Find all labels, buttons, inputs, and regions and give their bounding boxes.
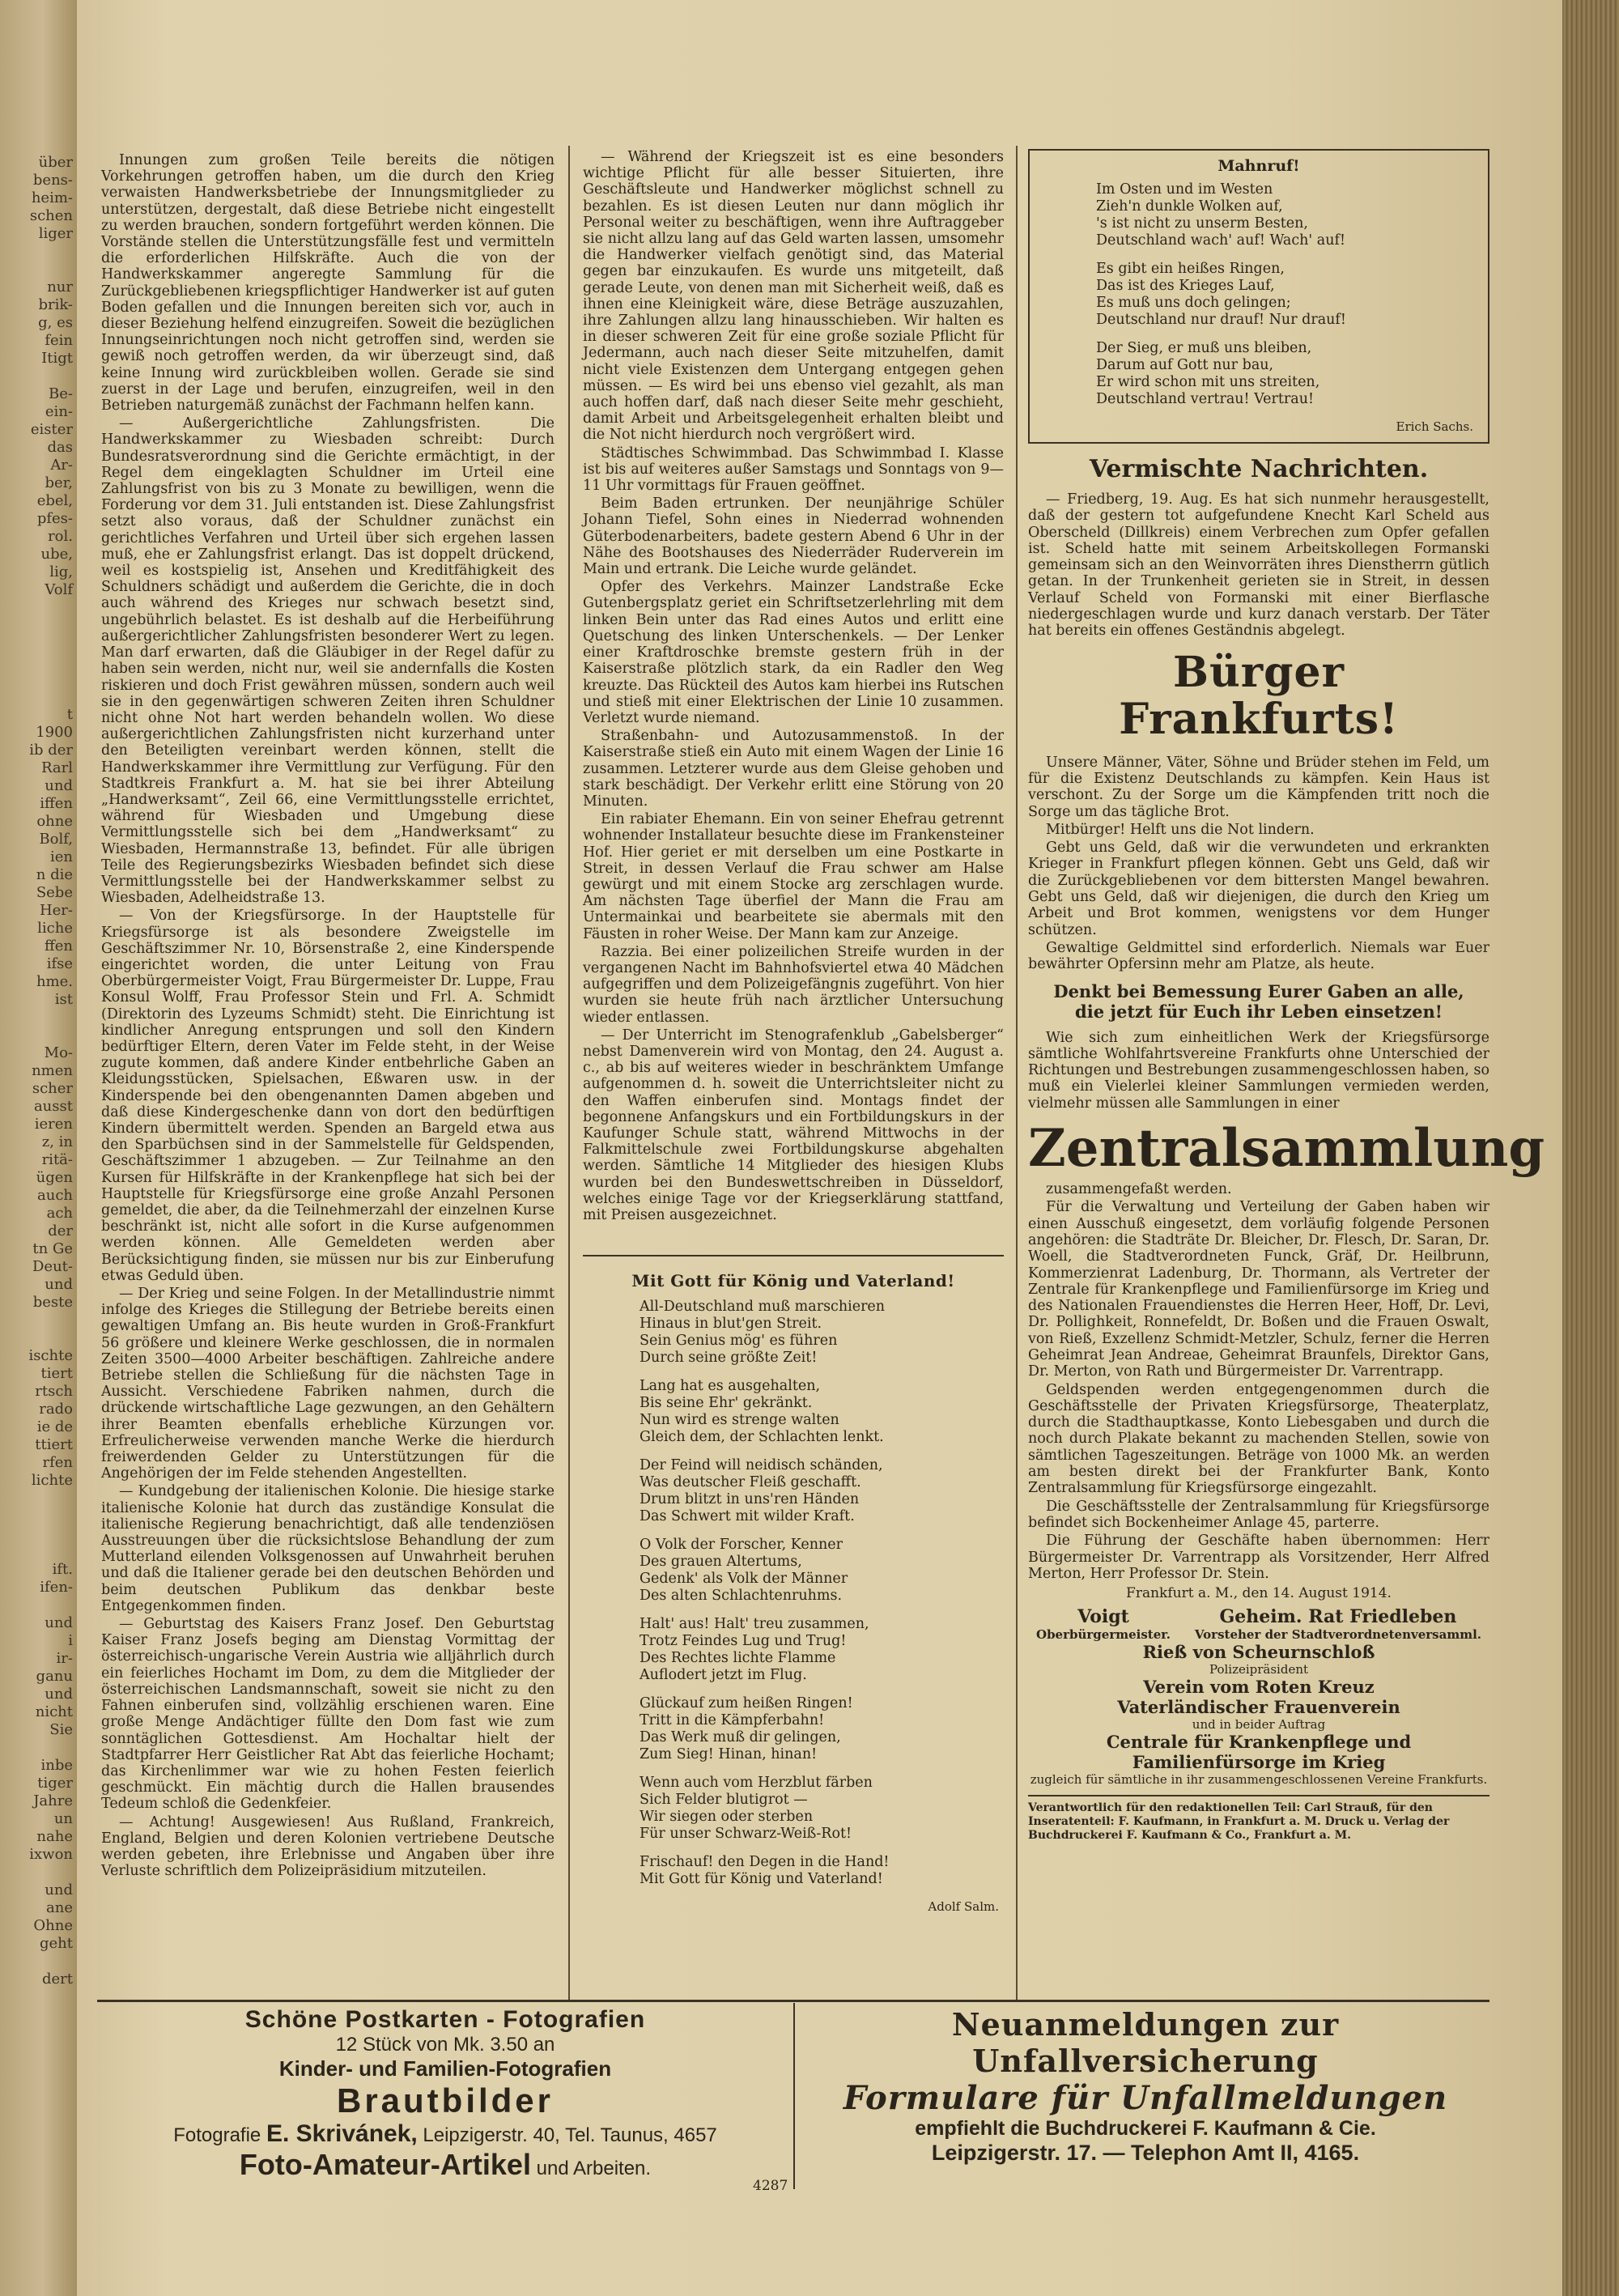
facing-page-line: Sebe [36, 884, 73, 901]
facing-page-line: fein [45, 332, 73, 349]
facing-page-line: und [45, 1614, 73, 1631]
facing-page-line: nur [47, 278, 73, 296]
facing-page-line: lichte [31, 1472, 73, 1489]
ad-line: Formulare für Unfallmeldungen [843, 2079, 1448, 2117]
article-paragraph: Ein rabiater Ehemann. Ein von seiner Ehefrau getrennt wohnender Installateur besuchte diese im Frankensteiner Hof. Hier geriet er mit derselben um eine Postkarte in Streit, in dessen Verlauf die Frau schwer am Halse gewürgt und mit einem Stocke arg zerschlagen wurde. Am nächsten Tage überfiel der Mann die Frau am Untermainkai und bearbeitete sie abermals mit den Fäusten in roher Weise. Der Mann kam zur Anzeige. [583, 811, 1004, 942]
facing-page-line: ien [49, 848, 73, 865]
book-page-stack [1562, 0, 1619, 2296]
ad-line: 12 Stück von Mk. 3.50 an [335, 2034, 555, 2056]
article-paragraph: Gewaltige Geldmittel sind erforderlich. Niemals war Euer bewährter Opfersinn mehr am Platze, als heute. [1028, 939, 1489, 973]
facing-page-line: ixwon [29, 1846, 73, 1863]
facing-page-line: und [45, 1686, 73, 1703]
ad-line: Neuanmeldungen zur Unfallversicherung [951, 2006, 1340, 2079]
facing-page-line: ein- [45, 403, 73, 420]
facing-page-line: iffen [40, 795, 73, 812]
facing-page-line [5, 1312, 73, 1329]
facing-page-line: ube, [40, 546, 73, 563]
facing-page-line: ausst [33, 1098, 73, 1115]
facing-page-line: i [68, 1632, 73, 1649]
facing-page-line: ieren [34, 1116, 73, 1133]
facing-page-line: das [47, 439, 73, 456]
facing-page-line: Ohne [33, 1917, 73, 1934]
article-paragraph: Die Führung der Geschäfte haben übernommen: Herr Bürgermeister Dr. Varrentrapp als Vorsitzender, Herr Alfred Merton, Herr Professor Dr. Stein. [1028, 1533, 1489, 1582]
poem-line: Lang hat es ausgehalten, [640, 1378, 821, 1394]
facing-page-line: auch [37, 1187, 73, 1204]
facing-page-line: Itigt [41, 350, 73, 367]
appeal-bold-line: Denkt bei Bemessung Eurer Gaben an alle, [1053, 980, 1464, 1001]
facing-page-line: ane [46, 1899, 73, 1916]
ad-brautbilder: Brautbilder [336, 2081, 555, 2120]
poem-stanza [640, 1457, 1004, 1525]
facing-page-line: tiert [40, 1365, 73, 1382]
article-paragraph: — Geburtstag des Kaisers Franz Josef. Den Geburtstag Kaiser Franz Josefs beging am Dienstag Vormittag der österreichisch-ungarische Verein Austria wie alljährlich durch ein feierliches Hochamt im Dom, zu dem die Mitglieder der österreichischen Landsmannschaft, soweit sie nicht zu den Fahnen einberufen sind, vollzählig erschienen waren. Eine große Menge Andächtiger füllte den Dom fast wie zum sonntäglichen Gottesdienst. Am Hochaltar hielt der Stadtpfarrer Herr Geistlicher Rat Abt das feierliche Hochamt; das Kirchenlimmer war wie zu hohen Festen feierlich geschmückt. Ein mächtig durch die Hallen brausendes Tedeum schloß die Gedenkfeier. [101, 1616, 555, 1813]
poem-stanza [640, 1299, 1004, 1367]
signature-voigt: Voigt [1077, 1606, 1129, 1628]
facing-page-line: Ar- [50, 457, 73, 474]
facing-page-line: t [66, 706, 73, 723]
facing-page-line: ffen [44, 938, 73, 955]
column-rule [568, 146, 570, 2000]
facing-page-line: Rarl [40, 759, 73, 776]
facing-page-line: g, es [38, 314, 73, 331]
poem-line: Bis seine Ehr' gekränkt. [640, 1395, 813, 1411]
poem-stanza [640, 1616, 1004, 1684]
column-appeal [1028, 149, 1545, 1995]
vermischte-text: — Friedberg, 19. Aug. Es hat sich nunmehr herausgestellt, daß der gestern tot aufgefundene Knecht Karl Scheld aus Oberscheld (Dillkreis) einem Verbrechen zum Opfer gefallen ist. Scheld hatte mit seinem Arbeitskollegen Formanski gemeinsam sich an den Weinvorräten ihres Dienstherrn gütlich getan. In der Trunkenheit gerieten sie in Streit, in dessen Verlauf Scheld von Formanski mit einer Bierflasche niedergeschlagen wurde und kurz danach verstarb. Der Täter hat bereits ein offenes Geständnis abgelegt. [1028, 491, 1489, 640]
article-paragraph: Die Geschäftsstelle der Zentralsammlung für Kriegsfürsorge befindet sich Bockenheimer Anlage 45, parterre. [1028, 1498, 1489, 1531]
article-paragraph: — Während der Kriegszeit ist es eine besonders wichtige Pflicht für alle besser Situierten, ihre Geschäftsleute und Handwerker möglichst schnell zu bezahlen. Es ist diesen Leuten nur dann möglich ihr Personal weiter zu beschäftigen, wenn ihre Auftraggeber sie nicht allzu lang auf das Geld warten lassen, umsomehr die Handwerker vielfach genötigt sind, das Material gegen bar einzukaufen. Es wurde uns mitgeteilt, daß gerade Leute, von denen man mit Sicherheit weiß, daß es ihnen eine Kleinigkeit wäre, diese Beträge auszuzahlen, ihre Zahlungen allzu lang hinausschieben. Wir halten es in dieser schweren Zeit für eine große soziale Pflicht für Jedermann, auch nach dieser Seite mitzuhelfen, damit nicht viele Existenzen dem Untergang entgegen gehen müssen. — Es wird bei uns ebenso viel gezahlt, als man auch hoffen darf, daß nach dieser Seite mehr geschieht, damit Arbeit und Arbeitsgelegenheit erhalten bleibt und die Not nicht hierdurch noch vergrößert wird. [583, 149, 1004, 444]
facing-page-line: un [53, 1810, 73, 1827]
facing-page-line: ist [54, 991, 73, 1008]
facing-page-line: ber, [45, 474, 73, 491]
poem-line: Frischauf! den Degen in die Hand! [640, 1854, 890, 1870]
facing-page-line [5, 653, 73, 670]
poem-stanza [640, 1854, 1004, 1888]
facing-page-line: ifse [46, 955, 73, 972]
facing-page-line: und [45, 1881, 73, 1898]
facing-page-line: Jahre [33, 1792, 73, 1809]
ad-address [101, 2120, 789, 2148]
article-paragraph: Opfer des Verkehrs. Mainzer Landstraße Ecke Gutenbergsplatz geriet ein Schriftsetzerlehrling mit dem linken Bein unter das Rad eines Autos und erlitt eine Quetschung des linken Unterschenkels. — Der Lenker einer Kraftdroschke bremste gestern früh in der Kaiserstraße plötzlich stark, da ein Radler den Weg kreuzte. Das Rückteil des Autos kam hierbei ins Rutschen und stieß mit einer Elektrischen der Linie 10 zusammen. Verletzt wurde niemand. [583, 579, 1004, 726]
article-paragraph: Unsere Männer, Väter, Söhne und Brüder stehen im Feld, um für die Existenz Deutschlands zu kämpfen. Kein Haus ist verschont. Zu der Sorge um die Kämpfenden tritt noch die Sorge um das tägliche Brot. [1028, 754, 1489, 820]
facing-page-line: tiger [37, 1775, 73, 1792]
poem-line: Sein Genius mög' es führen [640, 1333, 838, 1349]
facing-page-line: schen [29, 207, 73, 224]
facing-page-line [5, 1329, 73, 1347]
facing-page-line: brik- [38, 296, 73, 313]
facing-page-line: ohne [36, 813, 73, 830]
ads-rule [97, 2000, 1489, 2002]
facing-page-line [5, 1009, 73, 1027]
poem-line: Durch seine größte Zeit! [640, 1350, 818, 1366]
signature-friedleben: Geheim. Rat Friedleben [1219, 1606, 1457, 1628]
ad-text: Leipzigerstr. 40, Tel. Taunus, 4657 [423, 2124, 717, 2146]
ad-photography [101, 2006, 789, 2192]
poem-line: Glückauf zum heißen Ringen! [640, 1695, 853, 1711]
facing-page-line: Bolf, [39, 831, 73, 848]
facing-page-line: hme. [36, 973, 73, 990]
facing-page-line: eister [30, 421, 73, 438]
appeal-text [1028, 755, 1489, 973]
facing-page-line [5, 635, 73, 653]
poem-line: Sich Felder blutigrot — [640, 1792, 808, 1808]
zentralsammlung-heading: Zentralsammlung [1028, 1118, 1545, 1180]
org-join: und in beider Auftrag [1192, 1717, 1326, 1733]
poem-stanza [640, 1537, 1004, 1605]
article-paragraph: Geldspenden werden entgegengenommen durch die Geschäftsstelle der Privaten Kriegsfürsorge, Theaterplatz, durch die Stadthauptkasse, Konto Liebesgaben und durch die noch durch Plakate bekannt zu machenden Stellen, sowie von sämtlichen Tageszeitungen. Beträge von 1000 Mk. an werden am besten direkt bei der Frankfurter Bank, Konto Zentralsammlung für Kriegsfürsorge eingezahlt. [1028, 1381, 1489, 1497]
poem-line: Wir siegen oder sterben [640, 1809, 814, 1825]
poem-line: Mit Gott für König und Vaterland! [640, 1871, 883, 1887]
poem-line: Trotz Feindes Lug und Trug! [640, 1633, 847, 1649]
poem-stanza [1096, 181, 1478, 249]
poem-line: Zieh'n dunkle Wolken auf, [1096, 198, 1283, 215]
poem-title: Mahnruf! [1217, 157, 1300, 175]
poem-line: Des alten Schlachtenruhms. [640, 1588, 843, 1604]
article-paragraph: — Der Unterricht im Stenografenklub „Gabelsberger“ nebst Damenverein wird von Montag, den 24. August a. c., ab bis auf weiteres wieder in beschränktem Umfange aufgenommen d. h. soweit die Unterrichtsleiter nicht zu den Waffen einberufen sind. Montags findet der begonnene Anfangskurs und ein Fortbildungskurs in der Kaufunger Schule statt, während Mittwochs in der Falkmittelschule zwei Fortbildungskurse abgehalten werden. Sämtliche 14 Mitglieder des hiesigen Klubs wurden bei den Bundeswettschreiben in Düsseldorf, welches einige Tage vor der Kriegserklärung stattfand, mit Preisen ausgezeichnet. [583, 1027, 1004, 1223]
facing-page-line: ügen [36, 1169, 73, 1186]
facing-page-line: über [38, 154, 73, 171]
facing-page-line: heim- [31, 189, 73, 206]
poem-line: Was deutscher Fleiß geschafft. [640, 1474, 861, 1490]
poem-mit-gott [583, 1263, 1004, 1992]
org-centrale: Centrale für Krankenpflege und Familienfürsorge im Krieg [1106, 1732, 1412, 1773]
facing-page-line [5, 1525, 73, 1543]
facing-page-line [5, 670, 73, 688]
facing-page-line: der [48, 1222, 73, 1239]
facing-page-line [5, 1864, 73, 1881]
facing-page-line [5, 1490, 73, 1507]
facing-page-line: Her- [39, 902, 73, 919]
signature-riess: Rieß von Scheurnschloß [1142, 1642, 1375, 1663]
poem-line: All-Deutschland muß marschieren [640, 1299, 886, 1315]
poem-line: Des grauen Altertums, [640, 1554, 802, 1570]
date-line: Frankfurt a. M., den 14. August 1914. [1126, 1585, 1392, 1602]
facing-page-line: pfes- [36, 510, 73, 527]
facing-page-line: Sie [49, 1721, 73, 1738]
poem-line: Im Osten und im Westen [1096, 181, 1273, 198]
poem-line: Zum Sieg! Hinan, hinan! [640, 1746, 818, 1762]
section-title: Vermischte Nachrichten. [1089, 455, 1429, 483]
column-city-news [583, 149, 1004, 1234]
ad-studio-name: E. Skrivánek, [266, 2120, 418, 2147]
facing-page-line: Mo- [44, 1044, 73, 1061]
poem-line: Das Schwert mit wilder Kraft. [640, 1508, 855, 1524]
poem-line: Gleich dem, der Schlachten lenkt. [640, 1429, 884, 1445]
facing-page-line: rado [39, 1401, 73, 1418]
facing-page-line: tn Ge [32, 1240, 73, 1257]
poem-line: Hinaus in blut'gen Streit. [640, 1316, 822, 1332]
poem-line: Deutschland vertrau! Vertrau! [1096, 391, 1315, 407]
poem-line: Darum auf Gott nur bau, [1096, 357, 1274, 373]
article-paragraph: Straßenbahn- und Autozusammenstoß. In der Kaiserstraße stieß ein Auto mit einem Wagen der Linie 16 zusammen. Letzterer wurde aus dem Gleise gehoben und stark beschädigt. Der Verkehr erlitt eine Störung von 20 Minuten. [583, 728, 1004, 810]
facing-page-line: ebel, [36, 492, 73, 509]
ads-divider [793, 2003, 795, 2189]
ad-text: Fotografie [173, 2124, 261, 2146]
facing-page-line: liger [38, 225, 73, 242]
article-paragraph: Gebt uns Geld, daß wir die verwundeten und erkrankten Krieger in Frankfurt pflegen können. Gebt uns Geld, daß wir die Zurückgebliebenen vor dem bittersten Mangel bewahren. Gebt uns Geld, daß wir diejenigen, die durch den Krieg um Arbeit und Brot kommen, wenigstens vor dem Hunger schützen. [1028, 840, 1489, 938]
imprint: Verantwortlich für den redaktionellen Teil: Carl Strauß, für den Inseratenteil: F. Kaufmann, in Frankfurt a. M. Druck u. Verlag der Buchdruckerei F. Kaufmann & Co., Frankfurt a. M. [1028, 1795, 1489, 1843]
facing-page-line: scher [32, 1080, 73, 1097]
article-paragraph: Für die Verwaltung und Verteilung der Gaben haben wir einen Ausschuß eingesetzt, dem vorläufig folgende Personen angehören: die Stadträte Dr. Bleicher, Dr. Flesch, Dr. Saran, Dr. Woell, die Stadtverordneten Funck, Gräf, Dr. Heilbrunn, Kommerzienrat Ladenburg, Dr. Thormann, als Vertreter der Zentrale für Krankenpflege und Familienfürsorge im Krieg und des Nationalen Frauendienstes die Herren Heer, Hoff, Dr. Levi, Dr. Pollighkeit, Ronnefeldt, Dr. Boßen und die Frauen Oswalt, von Rieß, Exzellenz Schmidt-Metzler, Schulz, ferner die Herren Geheimrat Jean Andreae, Geheimrat Braunfels, Direktor Gans, Dr. Merton, von Rath und Bürgermeister Dr. Varrentrapp. [1028, 1199, 1489, 1380]
poem-line: Für unser Schwarz-Weiß-Rot! [640, 1826, 852, 1842]
poem-author: Adolf Salm. [928, 1899, 999, 1914]
facing-page-line: liche [37, 920, 73, 937]
poem-line: O Volk der Forscher, Kenner [640, 1537, 843, 1553]
article-paragraph: Beim Baden ertrunken. Der neunjährige Schüler Johann Tiefel, Sohn eines in Niederrad wohnenden Güterbodenarbeiters, badete gestern Abend 6 Uhr in der Nähe des Bootshauses des Niederräder Ruderverein im Main und ertrank. Die Leiche wurde geländet. [583, 495, 1004, 578]
facing-page-line [5, 617, 73, 635]
ad-line: Schöne Postkarten - Fotografien [244, 2006, 646, 2033]
article-paragraph: — Achtung! Ausgewiesen! Aus Rußland, Frankreich, England, Belgien und deren Kolonien vertriebene Deutsche werden gebeten, ihre Erlebnisse und Angaben über ihre Verluste schriftlich dem Polizeipräsidium mitzuteilen. [101, 1813, 555, 1880]
facing-page-line: ib der [29, 742, 73, 759]
poem-line: Deutschland wach' auf! Wach' auf! [1096, 232, 1346, 249]
article-paragraph: Städtisches Schwimmbad. Das Schwimmbad I. Klasse ist bis auf weiteres außer Samstags und Sonntags von 9—11 Uhr vormittags für Frauen geöffnet. [583, 444, 1004, 495]
facing-page-line [5, 1953, 73, 1971]
facing-page-line: ganu [36, 1668, 73, 1685]
facing-page-line [5, 368, 73, 385]
ad-insurance-forms [801, 2006, 1489, 2192]
poem-line: Das ist des Krieges Lauf, [1096, 278, 1275, 294]
signature-title: Polizeipräsident [1209, 1662, 1309, 1677]
ad-amateur-heading: Foto-Amateur-Artikel [239, 2148, 531, 2181]
facing-page-line: 1900 [36, 724, 73, 741]
article-paragraph: Razzia. Bei einer polizeilichen Streife wurden in der vergangenen Nacht im Bahnhofsviertel etwa 40 Mädchen aufgegriffen und dem Polizeigefängnis zugeführt. Von hier wurden sie heute früh nach ärztlicher Untersuchung wieder entlassen. [583, 943, 1004, 1026]
poem-line: Es gibt ein heißes Ringen, [1096, 261, 1285, 277]
poem-line: Es muß uns doch gelingen; [1096, 295, 1291, 311]
poem-line: Des Rechtes lichte Flamme [640, 1650, 836, 1666]
poem-line: Das Werk muß dir gelingen, [640, 1729, 841, 1745]
facing-page-line: inbe [40, 1757, 73, 1774]
appeal-pre: Wie sich zum einheitlichen Werk der Kriegsfürsorge sämtliche Wohlfahrtsvereine Frankfurts ohne Unterschied der Richtungen und Bestrebungen zusammengeschlossen haben, so muß ein Vielerlei kleiner Sammlungen vermieden werden, vielmehr müssen alle Sammlungen in einer [1028, 1029, 1489, 1112]
poem-mahnruf-box [1028, 149, 1489, 444]
facing-page-line [5, 688, 73, 706]
article-paragraph: — Der Krieg und seine Folgen. In der Metallindustrie nimmt infolge des Krieges die Stillegung der Betriebe bereits einen gewaltigen Umfang an. Bis heute wurden in Groß-Frankfurt 56 größere und kleinere Werke geschlossen, die in normalen Zeiten 3500—4000 Arbeiter beschäftigen. Zahlreiche andere Betriebe stellen die Schließung für die nächsten Tage in Aussicht. Verschiedene Fabriken nahmen, durch die drückende wirtschaftliche Lage gezwungen, an den Gehältern ihrer Beamten ebenfalls erhebliche Kürzungen vor. Erfreulicherweise verwenden manche Werke die hierdurch freiwerdenden Gelder zu Unterstützungen für die Angehörigen der im Felde stehenden Angestellten. [101, 1286, 555, 1482]
column-local-news [101, 152, 555, 1990]
poem-line: Wenn auch vom Herzblut färben [640, 1775, 873, 1791]
facing-page-line [5, 599, 73, 617]
article-paragraph: — Kundgebung der italienischen Kolonie. Die hiesige starke italienische Kolonie hat durch das zuständige Konsulat die italienische Regierung benachrichtigt, daß alle tendenziösen Ausstreuungen über die rücksichtslose Behandlung der zum Mutterland eilenden Volksgenossen auf Unwahrheit beruhen und daß die Italiener gerade bei den deutschen Behörden und beim deutschen Publikum das denkbar beste Entgegenkommen finden. [101, 1483, 555, 1614]
poem-line: Drum blitzt in uns'ren Händen [640, 1491, 860, 1507]
org-frauenverein: Vaterländischer Frauenverein [1117, 1697, 1400, 1718]
article-paragraph: Mitbürger! Helft uns die Not lindern. [1046, 821, 1315, 838]
facing-page-line: nicht [35, 1703, 73, 1720]
facing-page-line: rol. [48, 528, 73, 545]
article-paragraph: — Außergerichtliche Zahlungsfristen. Die Handwerkskammer zu Wiesbaden schreibt: Durch Bundesratsverordnung sind die Gerichte ermächtigt, in der Regel dem eingeklagten Schuldner im Urteil eine Zahlungsfrist von bis zu 3 Monate zu bewilligen, wenn die Forderung vor dem 31. Juli entstanden ist. Diese Zahlungsfrist setzt also voraus, daß der Schuldner zunächst ein gerichtliches Verfahren und Urteil über sich ergehen lassen muß, ehe er Zahlungsfrist erlangt. Das ist doppelt drückend, weil es kostspielig ist, Ansehen und Kreditfähigkeit des Schuldners schädigt und außerdem die Gerichte, die in doch auch während des Krieges nur schwach besetzt sind, ungebührlich belastet. Es ist deshalb auf die Herbeiführung außergerichtlicher Zahlungsfristen besonderer Wert zu legen. Man darf erwarten, daß die Gläubiger in der Regel dafür zu haben sein werden, nicht nur, weil sie andernfalls die Kosten riskieren und doch Frist gewähren müssen, sondern auch weil sie in den gegenwärtigen schweren Zeiten ihren Schuldner nicht ohne Not hart werden behandeln wollen. Wo diese außergerichtlichen Zahlungsfristen nicht kurzerhand unter den Beteiligten vereinbart werden können, stellt die Handwerkskammer ihre Vermittlung zur Verfügung. Für den Stadtkreis Frankfurt a. M. hat sie bei ihrer Abteilung „Handwerksamt“, Zeil 66, eine Vermittlungsstelle errichtet, während für Wiesbaden und Umgebung diese Vermittlungsstelle sich bei dem „Handwerksamt“ zu Wiesbaden, Hermannstraße 13, befindet. Für alle übrigen Teile des Regierungsbezirks Wiesbaden befindet sich diese Vermittlungsstelle bei der Handwerkskammer selbst zu Wiesbaden, Adelheidstraße 13. [101, 415, 555, 907]
facing-page-line [5, 1739, 73, 1757]
facing-page-line: rtsch [35, 1383, 73, 1400]
poem-line: Gedenk' als Volk der Männer [640, 1571, 848, 1587]
poem-stanza [640, 1695, 1004, 1763]
org-footer: zugleich für sämtliche in ihr zusammengeschlossenen Vereine Frankfurts. [1030, 1772, 1488, 1788]
poem-line: 's ist nicht zu unserm Besten, [1096, 215, 1308, 232]
facing-page-line: nahe [36, 1828, 73, 1845]
facing-page-line: Be- [49, 385, 73, 402]
facing-page-line [5, 243, 73, 261]
article-paragraph: zusammengefaßt werden. [1046, 1181, 1232, 1198]
poem-line: Er wird schon mit uns streiten, [1096, 374, 1320, 390]
poem-line: Der Sieg, er muß uns bleiben, [1096, 340, 1312, 356]
facing-page-line: ifen- [40, 1579, 73, 1596]
signature-title: Vorsteher der Stadtverordnetenversamml. [1194, 1627, 1481, 1643]
poem-stanzas [583, 1299, 1004, 1888]
facing-page-line: Volf [45, 581, 73, 598]
facing-page-line [5, 1027, 73, 1044]
poem-line: Halt' aus! Halt' treu zusammen, [640, 1616, 869, 1632]
facing-page-line [5, 1507, 73, 1525]
facing-page-line: bens- [32, 172, 73, 189]
poem-line: Tritt in die Kämpferbahn! [640, 1712, 825, 1728]
facing-page-line: ischte [28, 1347, 73, 1364]
facing-page-line: nmen [32, 1062, 73, 1079]
org-roten-kreuz: Verein vom Roten Kreuz [1143, 1677, 1375, 1698]
poem-stanza [640, 1378, 1004, 1446]
facing-page-line: ritä- [41, 1151, 73, 1168]
ad-line: Leipzigerstr. 17. — Telephon Amt II, 4165. [931, 2141, 1360, 2165]
appeal-post [1028, 1181, 1489, 1582]
article-paragraph: — Von der Kriegsfürsorge. In der Hauptstelle für Kriegsfürsorge ist als besondere Zweigstelle im Geschäftszimmer Nr. 10, Börsenstraße 2, eine Kinderspende eingerichtet worden, die unter Leitung von Frau Oberbürgermeister Voigt, Frau Bürgermeister Dr. Luppe, Frau Konsul Wolff, Frau Professor Stein und Frl. A. Schmidt (Direktorin des Lyzeums Schmidt) steht. Die Einrichtung ist kindlicher Anregung entsprungen und soll den Kindern bedürftiger Eltern, deren Vater im Felde steht, in der Weise zugute kommen, daß andere Kinder entbehrliche Gaben an Kleidungsstücken, Spielsachen, Eßwaren usw. in der Kinderspende bei den obengenannten Damen abgeben und daß diese Kindergeschenke dann von dort den bedürftigen Kindern übermittelt werden. Spenden an Bargeld etwa aus den Sparbüchsen sind in der Sammelstelle für Geldspenden, Geschäftszimmer 1 abzugeben. — Zur Teilnahme an den Kursen für Hilfskräfte in der Krankenpflege hat sich bei der Hauptstelle für Kriegsfürsorge eine große Anzahl Personen gemeldet, die aber, da die Teilnehmerzahl der einzelnen Kurse beschränkt ist, nicht alle sofort in die Kurse aufgenommen werden können. Alle Gemeldeten werden aber Berücksichtigung finden, sie müssen nur bis zur Einberufung etwas Geduld üben. [101, 908, 555, 1284]
facing-page-line [5, 261, 73, 278]
poem-stanza [640, 1775, 1004, 1843]
facing-page-line: geht [39, 1935, 73, 1952]
ad-amateur [101, 2148, 789, 2182]
facing-page-line: n die [36, 866, 73, 883]
facing-page-line: beste [32, 1294, 73, 1311]
facing-page-line: lig, [49, 563, 73, 580]
column-rule [1016, 146, 1018, 2000]
article-paragraph: Innungen zum großen Teile bereits die nötigen Vorkehrungen getroffen haben, um die durch den Krieg verwaisten Handwerksbetriebe der Innungsmitglieder zu unterstützen, dergestalt, daß diese Betriebe nicht eingestellt zu werden brauchen, sondern fortgeführt werden können. Die Vorstände stellen die Unterstützungsfälle fest und vermitteln die erforderlichen Hilfskräfte. Auch die von der Handwerkskammer angeregte Sammlung für die Zurückgebliebenen kriegspflichtiger Handwerker ist auf guten Boden gefallen und die Innungen bereiten sich vor, auch in dieser Beziehung helfend einzugreifen. Soweit die bezüglichen Innungseinrichtungen noch nicht getroffen sind, werden sie gewiß noch getroffen werden, da wir überzeugt sind, daß keine Innung wird zurückbleiben wollen. Gerade sie sind zuerst in der Lage und berufen, einzugreifen, weil in den Betrieben naturgemäß zunächst der Fachmann helfen kann. [101, 152, 555, 415]
facing-page-line: Deut- [32, 1258, 73, 1275]
appeal-bold-line: die jetzt für Euch ihr Leben einsetzen! [1075, 1001, 1443, 1022]
appeal-banner: Bürger Frankfurts! [1119, 647, 1399, 744]
poem-rule [583, 1255, 1004, 1256]
poem-line: Deutschland nur drauf! Nur drauf! [1096, 312, 1346, 328]
ad-line: empfiehlt die Buchdruckerei F. Kaufmann & Cie. [915, 2117, 1376, 2140]
poem-line: Der Feind will neidisch schänden, [640, 1457, 883, 1473]
facing-page-line: ttiert [35, 1436, 73, 1453]
facing-page-line [5, 1543, 73, 1561]
poem-stanza [1096, 340, 1478, 408]
facing-page-line [5, 1597, 73, 1614]
page-number: 4287 [753, 2178, 788, 2194]
facing-page-line: und [45, 777, 73, 794]
ad-line: Kinder- und Familien-Fotografien [278, 2056, 612, 2081]
facing-page-line: ift. [52, 1561, 73, 1578]
ad-text: und Arbeiten. [536, 2158, 652, 2179]
poem-stanza [1096, 261, 1478, 329]
facing-page-fragment [5, 154, 73, 1988]
facing-page-line: dert [41, 1971, 73, 1988]
poem-title: Mit Gott für König und Vaterland! [631, 1271, 955, 1290]
facing-page-line: und [45, 1276, 73, 1293]
facing-page-line: ach [46, 1205, 73, 1222]
appeal-bold [1028, 981, 1489, 1022]
poem-author: Erich Sachs. [1396, 419, 1473, 434]
poem-line: Auflodert jetzt im Flug. [640, 1667, 807, 1683]
signatures-row [1036, 1606, 1481, 1642]
poem-line: Nun wird es strenge walten [640, 1412, 839, 1428]
facing-page-line: z, in [41, 1133, 73, 1150]
facing-page-line: rfen [42, 1454, 73, 1471]
signature-title: Oberbürgermeister. [1036, 1627, 1171, 1643]
facing-page-line: ir- [56, 1650, 73, 1667]
facing-page-line: ie de [36, 1418, 73, 1435]
poem-stanzas [1039, 181, 1478, 408]
